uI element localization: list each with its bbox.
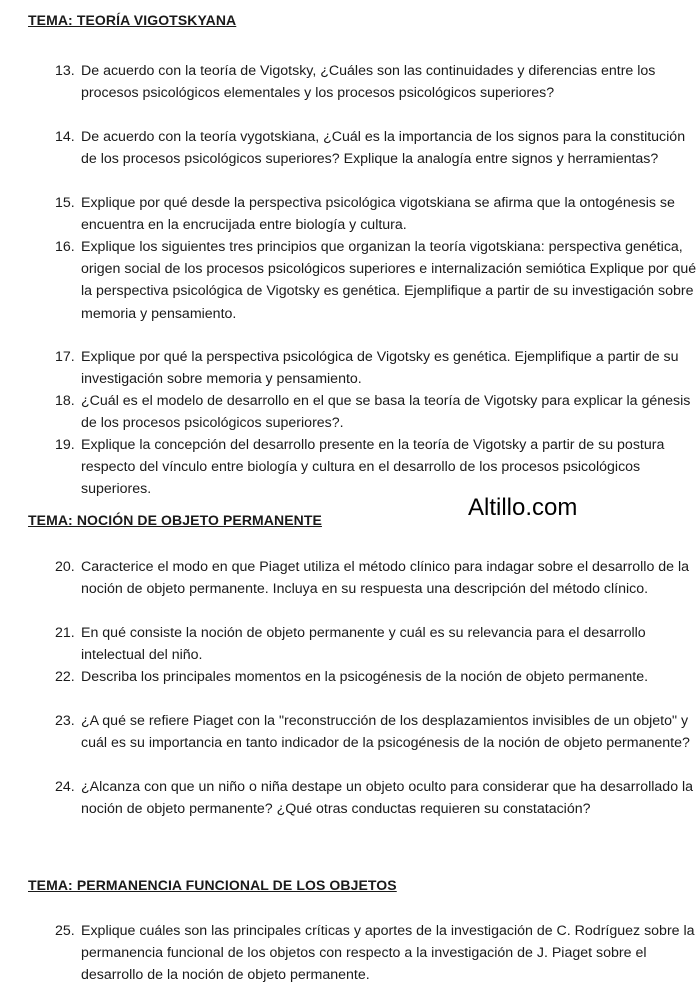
question-number: 20.	[55, 559, 75, 575]
question-15	[55, 192, 697, 236]
question-number: 22.	[55, 669, 75, 685]
question-number: 18.	[55, 393, 75, 409]
question-number: 21.	[55, 625, 75, 641]
question-number: 19.	[55, 437, 75, 453]
question-25	[55, 920, 697, 987]
question-13	[55, 60, 697, 104]
question-number: 24.	[55, 779, 75, 795]
section-heading-vigotskyana: TEMA: TEORÍA VIGOTSKYANA	[28, 12, 237, 28]
question-20	[55, 556, 697, 600]
question-text: Explique los siguientes tres principios que organizan la teoría vigotskiana: perspectiva genética, origen social de los procesos psicológicos superiores e internalización semiótica Explique por qué la perspectiva psicológica de Vigotsky es genética. Ejemplifique a partir de su investigación sobre memoria y pensamiento.	[81, 239, 697, 322]
question-number: 14.	[55, 129, 75, 145]
question-23	[55, 710, 697, 754]
question-text: ¿A qué se refiere Piaget con la "reconstrucción de los desplazamientos invisibles de un objeto" y cuál es su importancia en tanto indicador de la psicogénesis de la noción de objeto permanente?	[81, 713, 690, 752]
question-text: Caracterice el modo en que Piaget utiliza el método clínico para indagar sobre el desarrollo de la noción de objeto permanente. Incluya en su respuesta una descripción del método clínico.	[81, 559, 690, 598]
question-number: 13.	[55, 63, 75, 79]
altillo-watermark: Altillo.com	[468, 494, 578, 521]
question-number: 23.	[55, 713, 75, 729]
question-22	[55, 666, 697, 688]
question-text: ¿Cuál es el modelo de desarrollo en el que se basa la teoría de Vigotsky para explicar la génesis de los procesos psicológicos superiores?.	[81, 393, 691, 432]
question-text: Explique por qué desde la perspectiva psicológica vigotskiana se afirma que la ontogénesis se encuentra en la encrucijada entre biología y cultura.	[81, 195, 675, 234]
question-19	[55, 434, 697, 501]
question-text: De acuerdo con la teoría de Vigotsky, ¿Cuáles son las continuidades y diferencias entre los procesos psicológicos elementales y los procesos psicológicos superiores?	[81, 63, 656, 102]
question-16	[55, 236, 697, 325]
question-24	[55, 776, 697, 820]
question-text: Explique cuáles son las principales críticas y aportes de la investigación de C. Rodríguez sobre la permanencia funcional de los objetos con respecto a la investigación de J. Piaget sobre el desarrollo de la noción de objeto permanente.	[81, 923, 695, 984]
question-text: Explique por qué la perspectiva psicológica de Vigotsky es genética. Ejemplifique a partir de su investigación sobre memoria y pensamiento.	[81, 349, 679, 388]
question-18	[55, 390, 697, 434]
question-14	[55, 126, 697, 170]
question-text: En qué consiste la noción de objeto permanente y cuál es su relevancia para el desarrollo intelectual del niño.	[81, 625, 646, 664]
section-heading-objeto-permanente: TEMA: NOCIÓN DE OBJETO PERMANENTE	[28, 512, 322, 528]
question-text: Describa los principales momentos en la psicogénesis de la noción de objeto permanente.	[81, 669, 649, 685]
question-text: ¿Alcanza con que un niño o niña destape un objeto oculto para considerar que ha desarrollado la noción de objeto permanente? ¿Qué otras conductas requieren su constatación?	[81, 779, 694, 818]
section-heading-permanencia-funcional: TEMA: PERMANENCIA FUNCIONAL DE LOS OBJETOS	[28, 877, 397, 893]
question-number: 15.	[55, 195, 75, 211]
question-21	[55, 622, 697, 666]
question-17	[55, 346, 697, 390]
question-number: 17.	[55, 349, 75, 365]
question-text: Explique la concepción del desarrollo presente en la teoría de Vigotsky a partir de su postura respecto del vínculo entre biología y cultura en el desarrollo de los procesos psicológicos superiores.	[81, 437, 665, 498]
question-text: De acuerdo con la teoría vygotskiana, ¿Cuál es la importancia de los signos para la constitución de los procesos psicológicos superiores? Explique la analogía entre signos y herramientas?	[81, 129, 686, 168]
question-number: 16.	[55, 239, 75, 255]
question-number: 25.	[55, 923, 75, 939]
